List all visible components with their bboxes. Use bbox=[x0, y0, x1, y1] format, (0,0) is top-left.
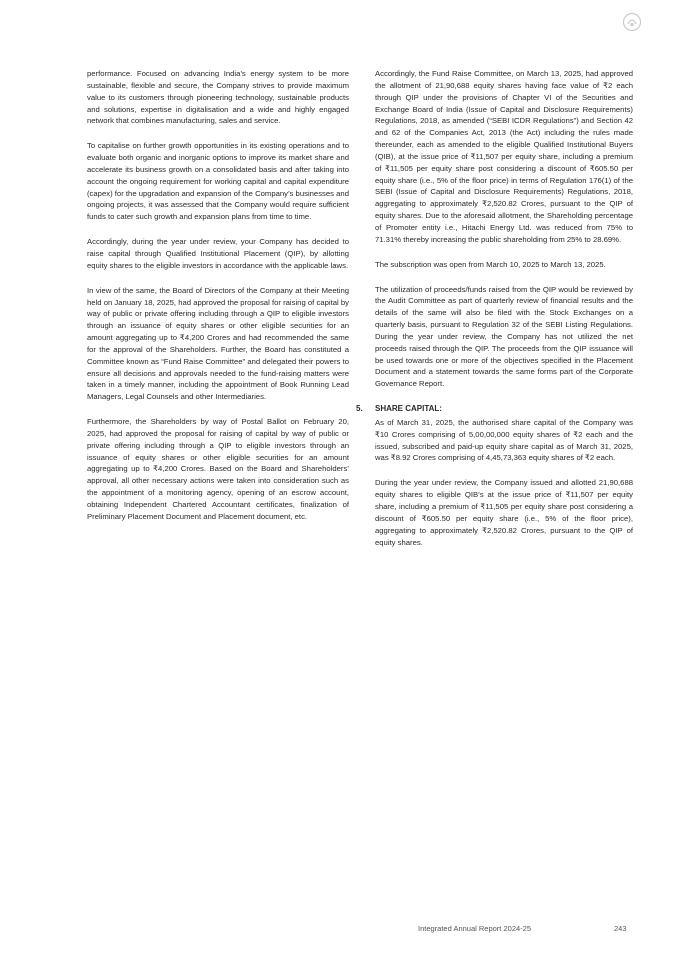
right-column bbox=[356, 68, 633, 561]
body-paragraph: As of March 31, 2025, the authorised share capital of the Company was ₹10 Crores comprising of 5,00,00,000 equity shares of ₹2 each and the issued, subscribed and paid-up equity share capital as of March 31, 2025, was ₹8.92 Crores comprising of 4,45,73,363 equity shares of ₹2 each. bbox=[375, 417, 633, 463]
share-capital-section bbox=[356, 403, 633, 548]
footer-report-title: Integrated Annual Report 2024-25 bbox=[418, 924, 532, 933]
section-number: 5. bbox=[356, 404, 363, 414]
section-heading: SHARE CAPITAL: bbox=[375, 404, 442, 414]
company-logo-icon bbox=[622, 12, 642, 32]
body-paragraph: To capitalise on further growth opportunities in its existing operations and to evaluate both organic and inorganic options to improve its market share and accelerate its business growth on a consolidated basis and after taking into account the ongoing requirement for working capital and capital expenditure (capex) for the upgradation and expansion of the Company’s businesses and ongoing projects, it was assessed that the Company would require sufficient funds to cater such growth and expansion plans from time to time. bbox=[87, 141, 349, 222]
body-paragraph: In view of the same, the Board of Directors of the Company at their Meeting held on January 18, 2025, had approved the proposal for raising of capital by way of public or private offering including through a QIP to eligible investors through an issuance of equity shares or other eligible securities for an amount aggregating up to ₹4,200 Crores and had recommended the same for the approval of the Shareholders. Further, the Board has constituted a Committee known as “Fund Raise Committee” and delegated their powers to ensure all decisions and approvals needed to the fund-raising matters were taken in a timely manner, including the appointment of Book Running Lead Managers, Legal Counsels and other Intermediaries. bbox=[87, 285, 349, 402]
body-paragraph: The utilization of proceeds/funds raised from the QIP would be reviewed by the Audit Committee as part of quarterly review of financial results and the details of the same will also be filed with the Stock Exchanges on a quarterly basis, pursuant to Regulation 32 of the SEBI Listing Regulations. During the year under review, the Company has not utilized the net proceeds raised through the QIP. The proceeds from the QIP issuance will be used towards one or more of the objectives specified in the Placement Document and a statement towards the same forms part of the Corporate Governance Report. bbox=[375, 284, 633, 389]
left-column bbox=[87, 68, 349, 536]
page-number: 243 bbox=[614, 924, 627, 933]
body-paragraph: performance. Focused on advancing India’s energy system to be more sustainable, flexible and secure, the Company strives to provide maximum value to its customers through pioneering technology, sustainable products and solutions, expertise in digitalisation and a wide and highly engaged network that combines manufacturing, sales and service. bbox=[87, 69, 349, 126]
body-paragraph: Accordingly, the Fund Raise Committee, on March 13, 2025, had approved the allotment of 21,90,688 equity shares having face value of ₹2 each through QIP under the provisions of Chapter VI of the Securities and Exchange Board of India (Issue of Capital and Disclosure Requirements) Regulations, 2018, as amended (“SEBI ICDR Regulations”) and Section 42 and 62 of the Companies Act, 2013 (the Act) including the rules made thereunder, each as amended to the eligible Qualified Institutional Buyers (QIB), at the issue price of ₹11,507 per equity share, including a premium of ₹11,505 per equity share post considering a discount of ₹605.50 per equity share (i.e., 5% of the floor price) in terms of Regulation 176(1) of the SEBI (Issue of Capital and Disclosure Requirements) Regulations, 2018, aggregating to approximately ₹2,520.82 Crores, pursuant to the QIP of equity shares. Due to the aforesaid allotment, the Shareholding percentage of Promoter entity i.e., Hitachi Energy Ltd. was reduced from 75% to 71.31% thereby increasing the public shareholding from 25% to 28.69%. bbox=[375, 69, 633, 244]
body-paragraph: During the year under review, the Company issued and allotted 21,90,688 equity shares to eligible QIB’s at the issue price of ₹11,507 per equity share, including a premium of ₹11,505 per equity share post considering a discount of ₹605.50 per equity share (i.e., 5% of the floor price), aggregating to approximately ₹2,520.82 Crores, pursuant to the QIP of equity shares. bbox=[375, 478, 633, 547]
body-paragraph: The subscription was open from March 10, 2025 to March 13, 2025. bbox=[375, 259, 606, 269]
body-paragraph: Furthermore, the Shareholders by way of Postal Ballot on February 20, 2025, had approved the proposal for raising of capital by way of public or private offering including through a QIP to eligible investors through an issuance of equity shares or other eligible securities for an amount aggregating up to ₹4,200 Crores. Based on the Board and Shareholders’ approval, all other necessary actions were taken into consideration such as the appointment of a monitoring agency, opening of an escrow account, obtaining Independent Chartered Accountant certificates, finalization of Preliminary Placement Document and Placement document, etc. bbox=[87, 417, 349, 521]
body-paragraph: Accordingly, during the year under review, your Company has decided to raise capital through Qualified Institutional Placement (QIP), by allotting equity shares to the eligible investors in accordance with the applicable laws. bbox=[87, 237, 349, 270]
